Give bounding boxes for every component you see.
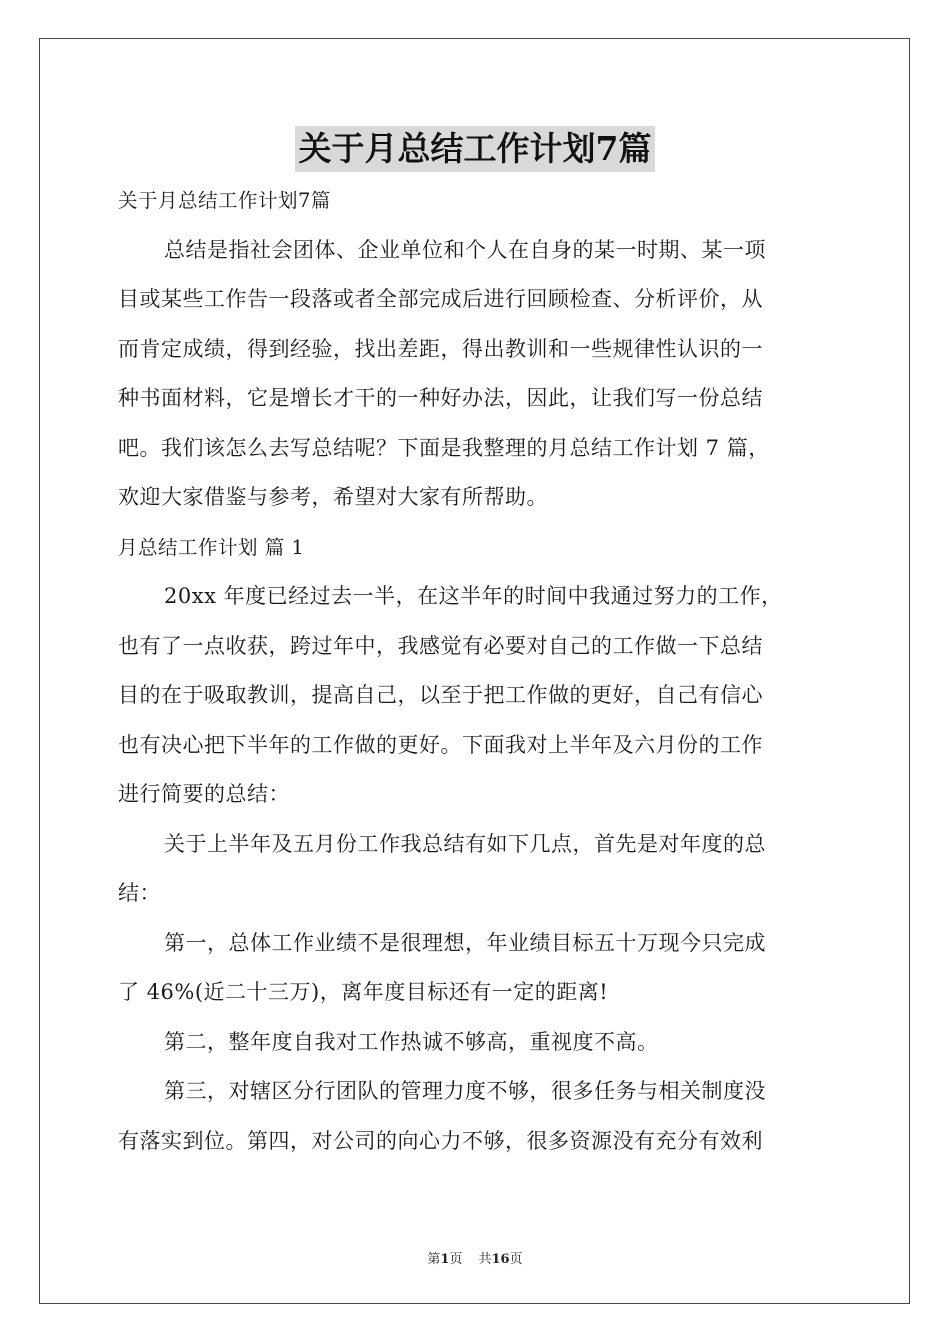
text-line: 了 46%(近二十三万)，离年度目标还有一定的距离! <box>118 980 609 1004</box>
footer-total-pages: 16 <box>491 1252 510 1267</box>
text-line: 第三，对辖区分行团队的管理力度不够，很多任务与相关制度没 <box>164 1079 766 1103</box>
page-footer <box>0 1248 950 1267</box>
text-line: 总结是指社会团体、企业单位和个人在自身的某一时期、某一项 <box>164 237 766 262</box>
document-body <box>118 176 834 1166</box>
text-line: 月总结工作计划 篇 1 <box>118 535 305 559</box>
text-line: 结： <box>118 881 161 905</box>
footer-total-suffix: 页 <box>509 1252 523 1267</box>
text-line: 也有了一点收获，跨过年中，我感觉有必要对自己的工作做一下总结 <box>118 633 763 658</box>
text-line: 目或某些工作告一段落或者全部完成后进行回顾检查、分析评价，从 <box>118 287 763 311</box>
text-line: 欢迎大家借鉴与参考，希望对大家有所帮助。 <box>118 485 548 509</box>
text-line: 也有决心把下半年的工作做的更好。下面我对上半年及六月份的工作 <box>118 732 763 757</box>
text-line: 吧。我们该怎么去写总结呢？下面是我整理的月总结工作计划 7 篇， <box>118 435 770 460</box>
footer-page-suffix: 页 <box>449 1252 463 1267</box>
text-line: 20xx 年度已经过去一半，在这半年的时间中我通过努力的工作， <box>164 584 783 608</box>
text-line: 种书面材料，它是增长才干的一种好办法，因此，让我们写一份总结 <box>118 386 763 410</box>
document-title-text: 关于月总结工作计划7篇 <box>295 126 656 172</box>
text-line: 而肯定成绩，得到经验，找出差距，得出教训和一些规律性认识的一 <box>118 336 763 361</box>
text-line: 有落实到位。第四，对公司的向心力不够，很多资源没有充分有效利 <box>118 1128 763 1153</box>
footer-page-number: 1 <box>440 1252 450 1267</box>
footer-page-prefix: 第 <box>427 1252 441 1267</box>
text-line: 关于月总结工作计划7篇 <box>118 189 331 212</box>
text-line: 第一，总体工作业绩不是很理想，年业绩目标五十万现今只完成 <box>164 930 766 955</box>
text-line: 关于上半年及五月份工作我总结有如下几点，首先是对年度的总 <box>164 831 766 856</box>
text-line: 进行简要的总结： <box>118 782 290 806</box>
text-line: 第二，整年度自我对工作热诚不够高，重视度不高。 <box>164 1029 659 1054</box>
footer-total-prefix: 共 <box>478 1252 492 1267</box>
document-title <box>0 126 950 172</box>
text-line: 目的在于吸取教训，提高自己，以至于把工作做的更好，自己有信心 <box>118 683 763 707</box>
